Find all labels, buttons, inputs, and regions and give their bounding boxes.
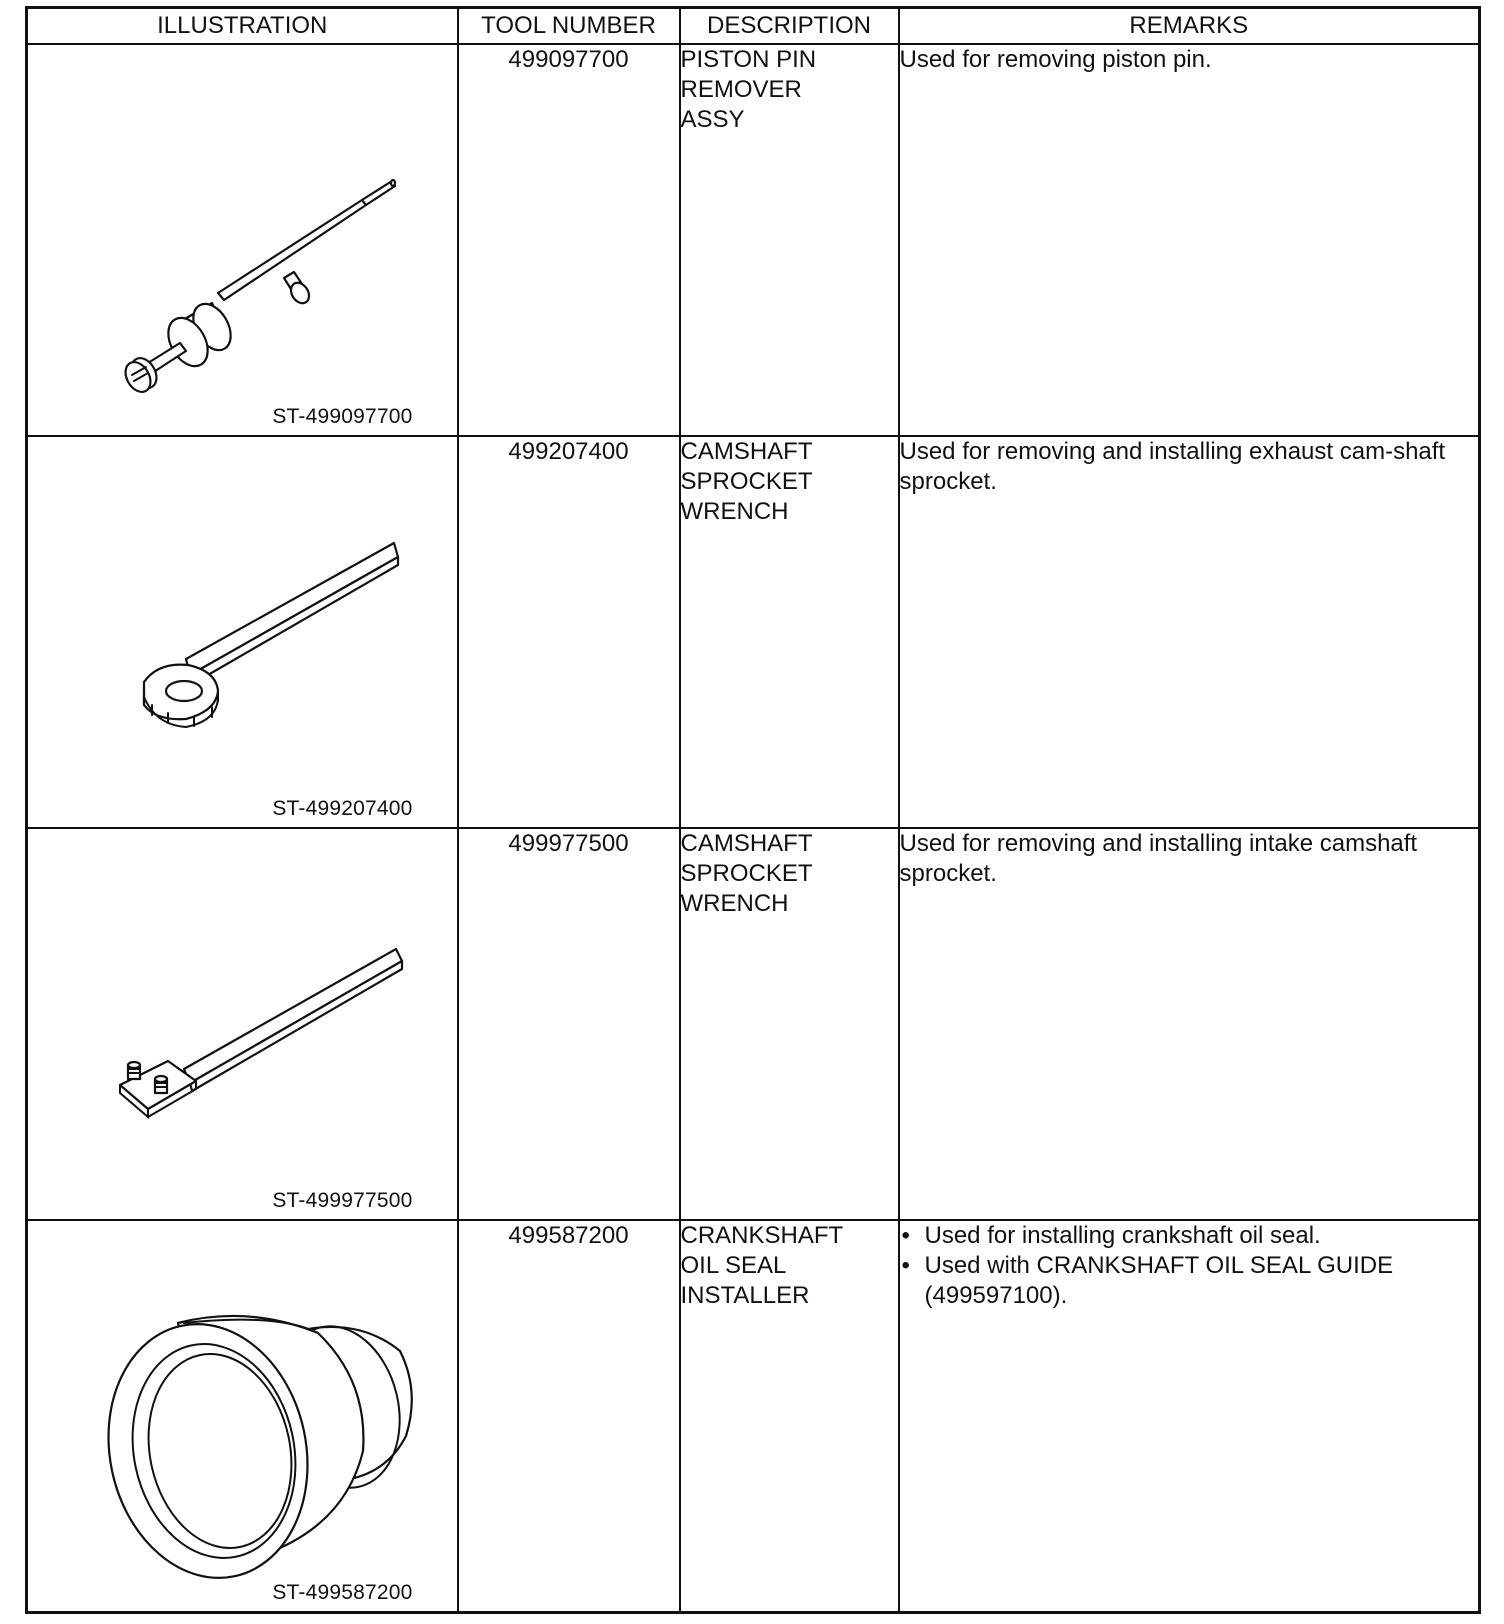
remarks-bullet-list (900, 1221, 1479, 1311)
description-line: SPROCKET (680, 860, 813, 887)
table-row (27, 436, 1480, 828)
remarks-bullet: • Used with CRANKSHAFT OIL SEAL GUIDE (499597100). (900, 1251, 1479, 1311)
table-row (27, 828, 1480, 1220)
header-description: DESCRIPTION (680, 8, 899, 45)
remarks-cell (899, 828, 1480, 1220)
header-tool-number: TOOL NUMBER (458, 8, 680, 45)
header-illustration: ILLUSTRATION (27, 8, 458, 45)
description-cell (680, 44, 899, 436)
description-line: REMOVER (680, 76, 802, 103)
remarks-cell (899, 436, 1480, 828)
description-line: SPROCKET (680, 468, 813, 495)
illustration-label: ST-499977500 (272, 1189, 413, 1212)
header-row (27, 8, 1480, 45)
illustration-cell (27, 44, 458, 436)
description-line: CAMSHAFT (680, 438, 813, 465)
special-tools-table (25, 6, 1481, 1614)
tool-number-cell: 499097700 (458, 44, 680, 436)
description-line: OIL SEAL (680, 1252, 787, 1279)
table-row (27, 1220, 1480, 1613)
remarks-text: Used for removing and installing intake camshaft sprocket. (899, 830, 1418, 887)
description-line: INSTALLER (680, 1282, 810, 1309)
tool-number-cell: 499587200 (458, 1220, 680, 1613)
illustration-cell (27, 828, 458, 1220)
oil-seal-installer-icon (28, 1221, 459, 1611)
description-line: ASSY (680, 106, 745, 133)
piston-pin-remover-icon (28, 45, 459, 435)
description-line: CAMSHAFT (680, 830, 813, 857)
remarks-cell (899, 44, 1480, 436)
tool-number-cell: 499207400 (458, 436, 680, 828)
description-cell (680, 828, 899, 1220)
camshaft-sprocket-wrench-icon (28, 437, 459, 827)
illustration-label: ST-499207400 (272, 797, 413, 820)
remarks-cell (899, 1220, 1480, 1613)
description-line: CRANKSHAFT (680, 1222, 844, 1249)
remarks-bullet: • Used for installing crankshaft oil seal. (900, 1221, 1479, 1251)
remarks-text: Used for removing piston pin. (899, 46, 1212, 73)
description-line: PISTON PIN (680, 46, 817, 73)
illustration-label: ST-499097700 (272, 405, 413, 428)
header-remarks: REMARKS (899, 8, 1480, 45)
description-cell (680, 436, 899, 828)
illustration-label: ST-499587200 (272, 1581, 413, 1604)
illustration-cell (27, 436, 458, 828)
table-row (27, 44, 1480, 436)
description-line: WRENCH (680, 498, 789, 525)
tool-number-cell: 499977500 (458, 828, 680, 1220)
description-line: WRENCH (680, 890, 789, 917)
description-cell (680, 1220, 899, 1613)
pin-spanner-wrench-icon (28, 829, 459, 1219)
illustration-cell (27, 1220, 458, 1613)
remarks-text: Used for removing and installing exhaust cam-shaft sprocket. (899, 438, 1446, 495)
